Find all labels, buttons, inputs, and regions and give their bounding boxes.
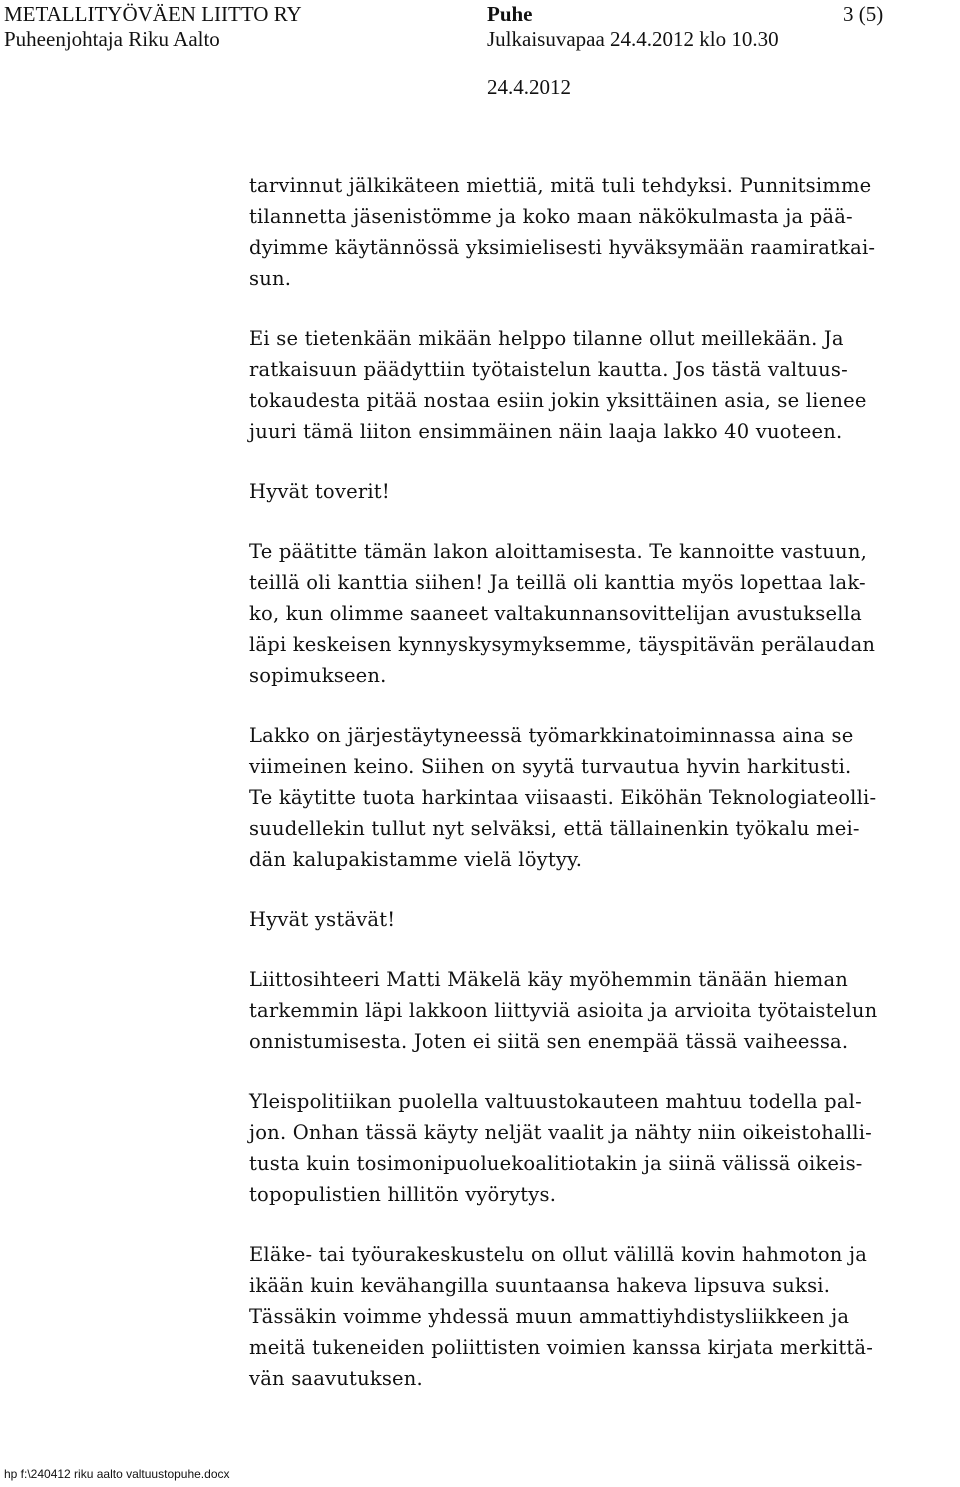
paragraph (249, 720, 949, 875)
text-line: tilannetta jäsenistömme ja koko maan näkökulmasta ja pää- (249, 205, 853, 228)
text-line: tokaudesta pitää nostaa esiin jokin yksittäinen asia, se lienee (249, 389, 867, 412)
text-line: Yleispolitiikan puolella valtuustokauteen mahtuu todella pal- (249, 1090, 862, 1113)
release-info: Julkaisuvapaa 24.4.2012 klo 10.30 (487, 27, 779, 51)
text-line: Tässäkin voimme yhdessä muun ammattiyhdistysliikkeen ja (249, 1305, 850, 1328)
text-line: teillä oli kanttia siihen! Ja teillä oli kanttia myös lopettaa lak- (249, 571, 866, 594)
text-line: vän saavutuksen. (249, 1367, 423, 1390)
text-line: ratkaisuun päädyttiin työtaistelun kautta. Jos tästä valtuus- (249, 358, 848, 381)
text-line: Ei se tietenkään mikään helppo tilanne ollut meillekään. Ja (249, 327, 844, 350)
author-line: Puheenjohtaja Riku Aalto (4, 27, 220, 51)
paragraph (249, 964, 949, 1057)
text-line: Hyvät ystävät! (249, 908, 396, 931)
text-line: topopulistien hillitön vyörytys. (249, 1183, 557, 1206)
paragraph (249, 904, 949, 935)
paragraph (249, 476, 949, 507)
text-line: Hyvät toverit! (249, 480, 390, 503)
paragraph (249, 1239, 949, 1394)
text-line: sun. (249, 267, 292, 290)
text-line: Liittosihteeri Matti Mäkelä käy myöhemmin tänään hieman (249, 968, 849, 991)
text-line: juuri tämä liiton ensimmäinen näin laaja lakko 40 vuoteen. (249, 420, 843, 443)
paragraph (249, 1086, 949, 1210)
speech-body (249, 170, 949, 1423)
organization-name: METALLITYÖVÄEN LIITTO RY (4, 2, 302, 26)
text-line: Lakko on järjestäytyneessä työmarkkinatoiminnassa aina se (249, 724, 854, 747)
text-line: dän kalupakistamme vielä löytyy. (249, 848, 583, 871)
text-line: tarvinnut jälkikäteen miettiä, mitä tuli tehdyksi. Punnitsimme (249, 174, 872, 197)
page-number: 3 (5) (843, 2, 884, 26)
paragraph (249, 536, 949, 691)
text-line: tusta kuin tosimonipuoluekoalitiotakin ja siinä välissä oikeis- (249, 1152, 863, 1175)
text-line: suudellekin tullut nyt selväksi, että tällainenkin työkalu mei- (249, 817, 860, 840)
text-line: läpi keskeisen kynnyskysymyksemme, täyspitävän perälaudan (249, 633, 876, 656)
text-line: sopimukseen. (249, 664, 387, 687)
document-date: 24.4.2012 (487, 75, 571, 99)
text-line: ikään kuin kevähangilla suuntaansa hakeva lipsuva suksi. (249, 1274, 831, 1297)
footer-file-path: hp f:\240412 riku aalto valtuustopuhe.docx (4, 1467, 230, 1481)
text-line: ko, kun olimme saaneet valtakunnansovittelijan avustuksella (249, 602, 862, 625)
text-line: tarkemmin läpi lakkoon liittyviä asioita ja arvioita työtaistelun (249, 999, 878, 1022)
text-line: dyimme käytännössä yksimielisesti hyväksymään raamiratkai- (249, 236, 876, 259)
document-header (0, 0, 960, 110)
text-line: Te päätitte tämän lakon aloittamisesta. Te kannoitte vastuun, (249, 540, 867, 563)
text-line: viimeinen keino. Siihen on syytä turvautua hyvin harkitusti. (249, 755, 852, 778)
paragraph (249, 170, 949, 294)
document-type: Puhe (487, 2, 533, 26)
text-line: meitä tukeneiden poliittisten voimien kanssa kirjata merkittä- (249, 1336, 874, 1359)
text-line: Te käytitte tuota harkintaa viisaasti. Eiköhän Teknologiateolli- (249, 786, 877, 809)
text-line: onnistumisesta. Joten ei siitä sen enempää tässä vaiheessa. (249, 1030, 849, 1053)
paragraph (249, 323, 949, 447)
text-line: Eläke- tai työurakeskustelu on ollut välillä kovin hahmoton ja (249, 1243, 868, 1266)
text-line: jon. Onhan tässä käyty neljät vaalit ja nähty niin oikeistohalli- (249, 1121, 872, 1144)
